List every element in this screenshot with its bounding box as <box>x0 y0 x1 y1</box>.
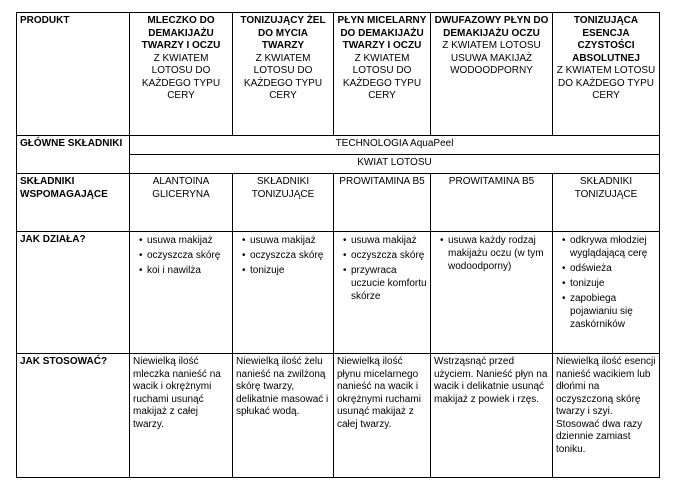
usage-cell: Wstrząsnąć przed użyciem. Nanieść płyn na wacik i delikatnie usunąć makijaż z powiek i rzęs. <box>431 354 553 478</box>
product-name: TONIZUJĄCY ŻEL DO MYCIA TWARZY <box>240 15 326 51</box>
benefit-item: • usuwa makijaż <box>242 234 330 247</box>
product-header-1 <box>130 13 233 136</box>
product-header-3 <box>334 13 431 136</box>
product-header-4 <box>431 13 553 136</box>
product-header-row <box>17 13 660 136</box>
product-header-2 <box>233 13 334 136</box>
benefit-item: • usuwa makijaż <box>343 234 427 247</box>
benefit-list <box>556 234 656 331</box>
how-it-works-cell <box>431 232 553 354</box>
how-it-works-cell <box>553 232 660 354</box>
usage-cell: Niewielką ilość esencji nanieść wacikiem lub dłońmi na oczyszczoną skórę twarzy i szyi. Stosować dwa razy dziennie zamiast toniku. <box>553 354 660 478</box>
product-subtitle: Z KWIATEM LOTOSU DO KAŻDEGO TYPU CERY <box>141 52 221 101</box>
benefit-item: • koi i nawilża <box>139 264 229 277</box>
supporting-cell: ALANTOINA GLICERYNA <box>130 174 233 232</box>
supporting-cell: PROWITAMINA B5 <box>431 174 553 232</box>
benefit-item: • tonizuje <box>562 277 656 290</box>
main-ingredients-label: GŁÓWNE SKŁADNIKI <box>17 136 130 174</box>
benefit-item: • zapobiega pojawianiu się zaskórników <box>562 292 656 331</box>
product-comparison-table <box>16 12 660 478</box>
usage-cell: Niewielką ilość żelu nanieść na zwilżoną skórę twarzy, delikatnie masować i spłukać wodą. <box>233 354 334 478</box>
product-name: PŁYN MICELARNY DO DEMAKIJAŻU TWARZY I OCZU <box>337 15 427 51</box>
supporting-label: SKŁADNIKI WSPOMAGAJĄCE <box>17 174 130 232</box>
benefit-item: • odkrywa młodziej wyglądającą cerę <box>562 234 656 260</box>
product-name: TONIZUJĄCA ESENCJA CZYSTOŚCI ABSOLUTNEJ <box>572 15 640 64</box>
benefit-list <box>133 234 229 277</box>
supporting-cell: PROWITAMINA B5 <box>334 174 431 232</box>
how-it-works-label: JAK DZIAŁA? <box>17 232 130 354</box>
benefit-item: • oczyszcza skórę <box>242 249 330 262</box>
how-to-use-row <box>17 354 660 478</box>
product-header-5 <box>553 13 660 136</box>
benefit-item: • tonizuje <box>242 264 330 277</box>
benefit-item: • oczyszcza skórę <box>139 249 229 262</box>
supporting-cell: SKŁADNIKI TONIZUJĄCE <box>233 174 334 232</box>
benefit-item: • odświeża <box>562 262 656 275</box>
benefit-list <box>236 234 330 277</box>
header-label: PRODUKT <box>17 13 130 136</box>
how-it-works-cell <box>334 232 431 354</box>
product-name: MLECZKO DO DEMAKIJAŻU TWARZY I OCZU <box>141 15 221 51</box>
product-subtitle: Z KWIATEM LOTOSU DO KAŻDEGO TYPU CERY <box>342 52 422 101</box>
benefit-item: • przywraca uczucie komfortu skórze <box>343 264 427 303</box>
benefit-item: • oczyszcza skórę <box>343 249 427 262</box>
benefit-item: • usuwa makijaż <box>139 234 229 247</box>
how-it-works-row <box>17 232 660 354</box>
supporting-ingredients-row <box>17 174 660 232</box>
how-it-works-cell <box>130 232 233 354</box>
benefit-item: • usuwa każdy rodzaj makijażu oczu (w tym wodoodporny) <box>440 234 549 273</box>
benefit-list <box>434 234 549 273</box>
product-subtitle: Z KWIATEM LOTOSU DO KAŻDEGO TYPU CERY <box>243 52 323 101</box>
supporting-cell: SKŁADNIKI TONIZUJĄCE <box>553 174 660 232</box>
usage-cell: Niewielką ilość płynu micelarnego nanieść na wacik i okrężnymi ruchami usunąć makijaż z całej twarzy. <box>334 354 431 478</box>
product-name: DWUFAZOWY PŁYN DO DEMAKIJAŻU OCZU <box>434 15 549 39</box>
usage-cell: Niewielką ilość mleczka nanieść na wacik i okrężnymi ruchami usunąć makijaż z całej twarzy. <box>130 354 233 478</box>
product-subtitle: Z KWIATEM LOTOSU USUWA MAKIJAŻ WODOODPORNY <box>442 40 541 76</box>
benefit-list <box>337 234 427 303</box>
main-ingredient-technology: TECHNOLOGIA AquaPeel <box>130 136 660 155</box>
main-ingredients-row-1 <box>17 136 660 155</box>
how-to-use-label: JAK STOSOWAĆ? <box>17 354 130 478</box>
how-it-works-cell <box>233 232 334 354</box>
main-ingredient-lotus: KWIAT LOTOSU <box>130 155 660 174</box>
product-subtitle: Z KWIATEM LOTOSU DO KAŻDEGO TYPU CERY <box>556 65 656 101</box>
